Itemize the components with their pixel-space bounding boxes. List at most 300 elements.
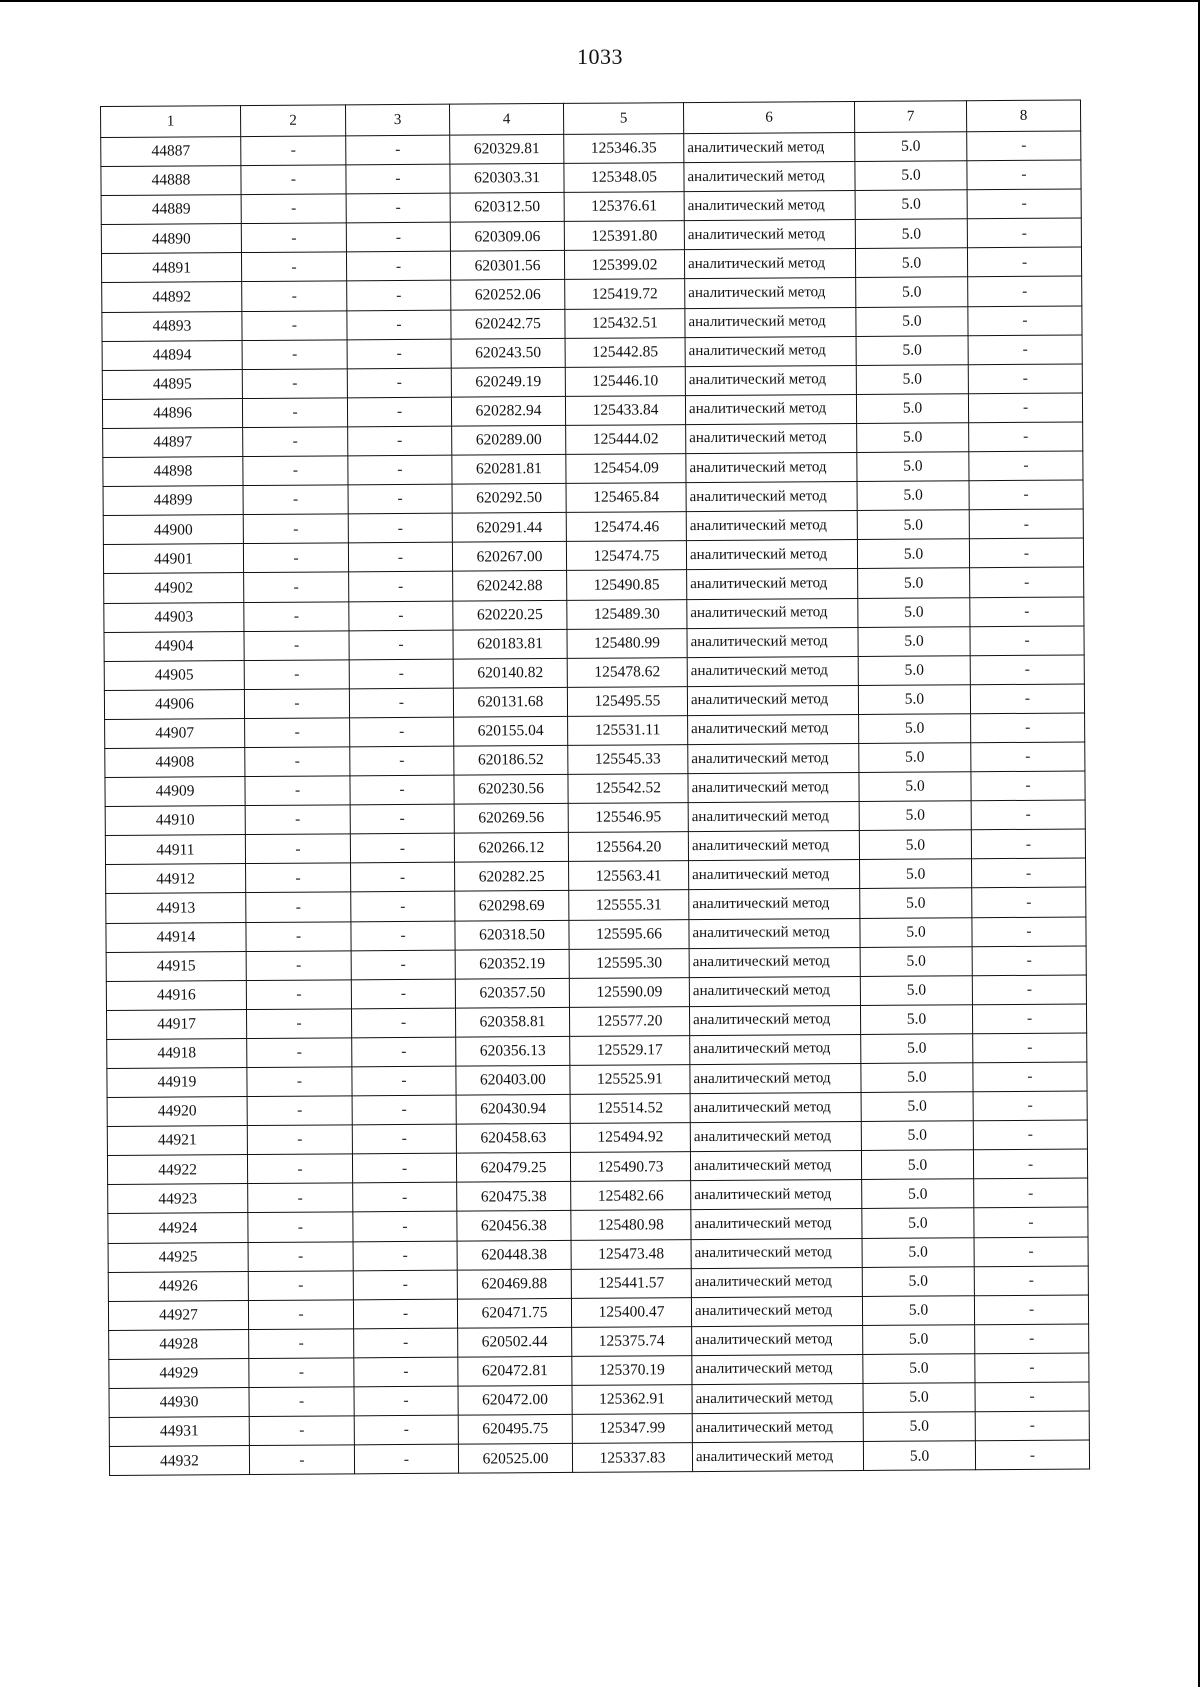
col3-cell: - xyxy=(351,921,455,951)
method-cell: аналитический метод xyxy=(685,336,856,366)
col3-cell: - xyxy=(351,892,455,922)
accuracy-cell: 5.0 xyxy=(858,626,970,656)
point-number-cell: 44925 xyxy=(108,1242,248,1272)
method-cell: аналитический метод xyxy=(692,1413,863,1443)
x-coordinate-cell: 620183.81 xyxy=(453,629,567,659)
coordinates-table xyxy=(100,99,1090,1476)
col8-cell: - xyxy=(973,1120,1087,1150)
accuracy-cell: 5.0 xyxy=(857,452,969,482)
y-coordinate-cell: 125563.41 xyxy=(569,861,689,891)
col2-cell: - xyxy=(247,1154,352,1184)
x-coordinate-cell: 620289.00 xyxy=(452,425,566,455)
col3-cell: - xyxy=(348,484,452,514)
accuracy-cell: 5.0 xyxy=(858,655,970,685)
y-coordinate-cell: 125391.80 xyxy=(564,221,684,251)
y-coordinate-cell: 125474.75 xyxy=(566,541,686,571)
x-coordinate-cell: 620269.56 xyxy=(454,804,568,834)
point-number-cell: 44890 xyxy=(101,224,241,254)
col8-cell: - xyxy=(975,1324,1089,1354)
col3-cell: - xyxy=(350,804,454,834)
point-number-cell: 44887 xyxy=(101,137,241,167)
x-coordinate-cell: 620186.52 xyxy=(454,745,568,775)
y-coordinate-cell: 125489.30 xyxy=(567,599,687,629)
col3-cell: - xyxy=(348,426,452,456)
y-coordinate-cell: 125432.51 xyxy=(565,308,685,338)
col8-cell: - xyxy=(972,946,1086,976)
column-header: 1 xyxy=(101,106,241,138)
accuracy-cell: 5.0 xyxy=(863,1441,975,1471)
method-cell: аналитический метод xyxy=(686,453,857,483)
col3-cell: - xyxy=(349,659,453,689)
method-cell: аналитический метод xyxy=(684,249,855,279)
col8-cell: - xyxy=(967,189,1081,219)
col3-cell: - xyxy=(349,601,453,631)
col8-cell: - xyxy=(972,975,1086,1005)
method-cell: аналитический метод xyxy=(690,1034,861,1064)
accuracy-cell: 5.0 xyxy=(859,772,971,802)
point-number-cell: 44929 xyxy=(109,1358,249,1388)
accuracy-cell: 5.0 xyxy=(856,364,968,394)
accuracy-cell: 5.0 xyxy=(863,1354,975,1384)
method-cell: аналитический метод xyxy=(688,831,859,861)
point-number-cell: 44922 xyxy=(107,1155,247,1185)
col8-cell: - xyxy=(970,655,1084,685)
x-coordinate-cell: 620502.44 xyxy=(458,1327,572,1357)
point-number-cell: 44916 xyxy=(106,980,246,1010)
y-coordinate-cell: 125590.09 xyxy=(569,977,689,1007)
col2-cell: - xyxy=(248,1241,353,1271)
y-coordinate-cell: 125474.46 xyxy=(566,512,686,542)
col3-cell: - xyxy=(350,775,454,805)
col2-cell: - xyxy=(244,660,349,690)
col8-cell: - xyxy=(971,771,1085,801)
col8-cell: - xyxy=(974,1295,1088,1325)
x-coordinate-cell: 620242.75 xyxy=(451,309,565,339)
col2-cell: - xyxy=(248,1212,353,1242)
col3-cell: - xyxy=(348,455,452,485)
x-coordinate-cell: 620301.56 xyxy=(450,251,564,281)
col8-cell: - xyxy=(967,218,1081,248)
col3-cell: - xyxy=(349,572,453,602)
method-cell: аналитический метод xyxy=(691,1238,862,1268)
col3-cell: - xyxy=(354,1357,458,1387)
method-cell: аналитический метод xyxy=(691,1180,862,1210)
x-coordinate-cell: 620357.50 xyxy=(455,978,569,1008)
col8-cell: - xyxy=(968,393,1082,423)
method-cell: аналитический метод xyxy=(688,743,859,773)
col8-cell: - xyxy=(968,364,1082,394)
col2-cell: - xyxy=(241,252,346,282)
y-coordinate-cell: 125348.05 xyxy=(564,163,684,193)
col8-cell: - xyxy=(970,626,1084,656)
accuracy-cell: 5.0 xyxy=(855,248,967,278)
method-cell: аналитический метод xyxy=(684,220,855,250)
accuracy-cell: 5.0 xyxy=(862,1266,974,1296)
col2-cell: - xyxy=(243,485,348,515)
col3-cell: - xyxy=(353,1183,457,1213)
method-cell: аналитический метод xyxy=(692,1383,863,1413)
x-coordinate-cell: 620352.19 xyxy=(455,949,569,979)
col8-cell: - xyxy=(971,800,1085,830)
point-number-cell: 44927 xyxy=(108,1300,248,1330)
col2-cell: - xyxy=(241,194,346,224)
col8-cell: - xyxy=(971,829,1085,859)
y-coordinate-cell: 125529.17 xyxy=(570,1036,690,1066)
col3-cell: - xyxy=(351,950,455,980)
accuracy-cell: 5.0 xyxy=(857,510,969,540)
accuracy-cell: 5.0 xyxy=(860,888,972,918)
y-coordinate-cell: 125495.55 xyxy=(567,686,687,716)
method-cell: аналитический метод xyxy=(686,482,857,512)
col3-cell: - xyxy=(351,863,455,893)
x-coordinate-cell: 620230.56 xyxy=(454,774,568,804)
y-coordinate-cell: 125419.72 xyxy=(565,279,685,309)
col2-cell: - xyxy=(249,1387,354,1417)
y-coordinate-cell: 125577.20 xyxy=(569,1006,689,1036)
x-coordinate-cell: 620469.88 xyxy=(457,1269,571,1299)
col2-cell: - xyxy=(249,1445,354,1475)
accuracy-cell: 5.0 xyxy=(855,132,967,162)
accuracy-cell: 5.0 xyxy=(855,219,967,249)
col2-cell: - xyxy=(248,1183,353,1213)
point-number-cell: 44908 xyxy=(105,748,245,778)
col3-cell: - xyxy=(346,193,450,223)
accuracy-cell: 5.0 xyxy=(856,394,968,424)
col2-cell: - xyxy=(246,863,351,893)
method-cell: аналитический метод xyxy=(684,162,855,192)
col3-cell: - xyxy=(353,1212,457,1242)
method-cell: аналитический метод xyxy=(689,889,860,919)
col8-cell: - xyxy=(975,1353,1089,1383)
method-cell: аналитический метод xyxy=(686,511,857,541)
col3-cell: - xyxy=(354,1328,458,1358)
point-number-cell: 44930 xyxy=(109,1388,249,1418)
col3-cell: - xyxy=(354,1415,458,1445)
col2-cell: - xyxy=(244,572,349,602)
x-coordinate-cell: 620282.94 xyxy=(451,396,565,426)
x-coordinate-cell: 620430.94 xyxy=(456,1094,570,1124)
x-coordinate-cell: 620291.44 xyxy=(452,513,566,543)
point-number-cell: 44919 xyxy=(107,1068,247,1098)
col8-cell: - xyxy=(973,1033,1087,1063)
y-coordinate-cell: 125446.10 xyxy=(565,366,685,396)
y-coordinate-cell: 125531.11 xyxy=(568,715,688,745)
y-coordinate-cell: 125376.61 xyxy=(564,192,684,222)
col2-cell: - xyxy=(241,223,346,253)
col3-cell: - xyxy=(346,135,450,165)
method-cell: аналитический метод xyxy=(684,132,855,162)
point-number-cell: 44914 xyxy=(106,922,246,952)
col3-cell: - xyxy=(346,252,450,282)
method-cell: аналитический метод xyxy=(684,191,855,221)
method-cell: аналитический метод xyxy=(688,714,859,744)
col8-cell: - xyxy=(969,509,1083,539)
col8-cell: - xyxy=(972,917,1086,947)
method-cell: аналитический метод xyxy=(691,1209,862,1239)
col3-cell: - xyxy=(354,1386,458,1416)
y-coordinate-cell: 125490.85 xyxy=(567,570,687,600)
col3-cell: - xyxy=(346,222,450,252)
point-number-cell: 44932 xyxy=(109,1446,249,1476)
col3-cell: - xyxy=(350,746,454,776)
accuracy-cell: 5.0 xyxy=(861,1034,973,1064)
y-coordinate-cell: 125375.74 xyxy=(572,1326,692,1356)
y-coordinate-cell: 125525.91 xyxy=(570,1065,690,1095)
y-coordinate-cell: 125400.47 xyxy=(571,1297,691,1327)
point-number-cell: 44899 xyxy=(103,486,243,516)
col2-cell: - xyxy=(246,892,351,922)
method-cell: аналитический метод xyxy=(687,569,858,599)
point-number-cell: 44926 xyxy=(108,1271,248,1301)
point-number-cell: 44893 xyxy=(102,311,242,341)
accuracy-cell: 5.0 xyxy=(860,975,972,1005)
col3-cell: - xyxy=(346,164,450,194)
x-coordinate-cell: 620472.81 xyxy=(458,1356,572,1386)
col8-cell: - xyxy=(972,887,1086,917)
col3-cell: - xyxy=(352,1095,456,1125)
x-coordinate-cell: 620309.06 xyxy=(450,222,564,252)
col8-cell: - xyxy=(974,1207,1088,1237)
point-number-cell: 44889 xyxy=(101,195,241,225)
page-number: 1033 xyxy=(577,44,623,69)
col3-cell: - xyxy=(352,1153,456,1183)
col2-cell: - xyxy=(242,340,347,370)
col2-cell: - xyxy=(248,1271,353,1301)
col2-cell: - xyxy=(249,1416,354,1446)
method-cell: аналитический метод xyxy=(691,1267,862,1297)
column-header: 4 xyxy=(449,103,563,135)
col2-cell: - xyxy=(243,427,348,457)
column-header: 7 xyxy=(854,101,966,133)
point-number-cell: 44903 xyxy=(104,602,244,632)
method-cell: аналитический метод xyxy=(689,1005,860,1035)
x-coordinate-cell: 620403.00 xyxy=(456,1065,570,1095)
x-coordinate-cell: 620525.00 xyxy=(458,1444,572,1474)
point-number-cell: 44898 xyxy=(103,457,243,487)
method-cell: аналитический метод xyxy=(688,802,859,832)
y-coordinate-cell: 125545.33 xyxy=(568,745,688,775)
col2-cell: - xyxy=(247,1096,352,1126)
col8-cell: - xyxy=(971,713,1085,743)
column-header: 2 xyxy=(241,105,346,137)
accuracy-cell: 5.0 xyxy=(861,1063,973,1093)
y-coordinate-cell: 125564.20 xyxy=(568,832,688,862)
y-coordinate-cell: 125480.98 xyxy=(571,1210,691,1240)
method-cell: аналитический метод xyxy=(686,423,857,453)
method-cell: аналитический метод xyxy=(692,1325,863,1355)
col3-cell: - xyxy=(347,339,451,369)
point-number-cell: 44917 xyxy=(106,1009,246,1039)
x-coordinate-cell: 620140.82 xyxy=(453,658,567,688)
col2-cell: - xyxy=(243,514,348,544)
col8-cell: - xyxy=(975,1382,1089,1412)
x-coordinate-cell: 620479.25 xyxy=(456,1153,570,1183)
accuracy-cell: 5.0 xyxy=(859,830,971,860)
col2-cell: - xyxy=(247,1125,352,1155)
point-number-cell: 44891 xyxy=(101,253,241,283)
col2-cell: - xyxy=(244,601,349,631)
method-cell: аналитический метод xyxy=(685,278,856,308)
col2-cell: - xyxy=(245,776,350,806)
scan-edge-top xyxy=(0,0,1200,2)
col2-cell: - xyxy=(249,1358,354,1388)
x-coordinate-cell: 620249.19 xyxy=(451,367,565,397)
col8-cell: - xyxy=(968,276,1082,306)
y-coordinate-cell: 125490.73 xyxy=(570,1152,690,1182)
method-cell: аналитический метод xyxy=(690,1093,861,1123)
x-coordinate-cell: 620329.81 xyxy=(450,134,564,164)
col3-cell: - xyxy=(347,281,451,311)
col8-cell: - xyxy=(974,1266,1088,1296)
y-coordinate-cell: 125399.02 xyxy=(564,250,684,280)
col8-cell: - xyxy=(974,1178,1088,1208)
point-number-cell: 44913 xyxy=(106,893,246,923)
method-cell: аналитический метод xyxy=(687,598,858,628)
col2-cell: - xyxy=(245,718,350,748)
col8-cell: - xyxy=(967,131,1081,161)
column-header: 8 xyxy=(966,100,1080,132)
x-coordinate-cell: 620131.68 xyxy=(453,687,567,717)
x-coordinate-cell: 620475.38 xyxy=(457,1182,571,1212)
column-header: 3 xyxy=(345,104,449,136)
method-cell: аналитический метод xyxy=(690,1063,861,1093)
method-cell: аналитический метод xyxy=(685,365,856,395)
col8-cell: - xyxy=(970,684,1084,714)
col3-cell: - xyxy=(353,1299,457,1329)
point-number-cell: 44900 xyxy=(103,515,243,545)
col3-cell: - xyxy=(351,979,455,1009)
accuracy-cell: 5.0 xyxy=(857,539,969,569)
col2-cell: - xyxy=(244,689,349,719)
col8-cell: - xyxy=(969,538,1083,568)
col8-cell: - xyxy=(972,858,1086,888)
x-coordinate-cell: 620356.13 xyxy=(456,1036,570,1066)
accuracy-cell: 5.0 xyxy=(860,859,972,889)
x-coordinate-cell: 620252.06 xyxy=(451,280,565,310)
y-coordinate-cell: 125546.95 xyxy=(568,803,688,833)
method-cell: аналитический метод xyxy=(689,947,860,977)
col2-cell: - xyxy=(247,1038,352,1068)
y-coordinate-cell: 125362.91 xyxy=(572,1385,692,1415)
x-coordinate-cell: 620456.38 xyxy=(457,1211,571,1241)
accuracy-cell: 5.0 xyxy=(860,946,972,976)
col8-cell: - xyxy=(973,1149,1087,1179)
y-coordinate-cell: 125441.57 xyxy=(571,1268,691,1298)
point-number-cell: 44910 xyxy=(105,806,245,836)
col3-cell: - xyxy=(349,630,453,660)
col3-cell: - xyxy=(350,833,454,863)
accuracy-cell: 5.0 xyxy=(862,1295,974,1325)
y-coordinate-cell: 125465.84 xyxy=(566,483,686,513)
x-coordinate-cell: 620318.50 xyxy=(455,920,569,950)
col3-cell: - xyxy=(353,1241,457,1271)
point-number-cell: 44894 xyxy=(102,340,242,370)
accuracy-cell: 5.0 xyxy=(858,685,970,715)
x-coordinate-cell: 620471.75 xyxy=(457,1298,571,1328)
col2-cell: - xyxy=(247,1067,352,1097)
point-number-cell: 44907 xyxy=(105,718,245,748)
x-coordinate-cell: 620242.88 xyxy=(453,571,567,601)
col8-cell: - xyxy=(974,1237,1088,1267)
point-number-cell: 44897 xyxy=(103,427,243,457)
col8-cell: - xyxy=(972,1004,1086,1034)
col2-cell: - xyxy=(245,805,350,835)
column-header: 5 xyxy=(563,103,683,135)
col8-cell: - xyxy=(971,742,1085,772)
point-number-cell: 44892 xyxy=(102,282,242,312)
col2-cell: - xyxy=(245,834,350,864)
point-number-cell: 44905 xyxy=(104,660,244,690)
method-cell: аналитический метод xyxy=(687,656,858,686)
col8-cell: - xyxy=(969,422,1083,452)
y-coordinate-cell: 125482.66 xyxy=(571,1181,691,1211)
col8-cell: - xyxy=(975,1440,1089,1470)
point-number-cell: 44904 xyxy=(104,631,244,661)
x-coordinate-cell: 620267.00 xyxy=(452,542,566,572)
x-coordinate-cell: 620266.12 xyxy=(454,833,568,863)
col3-cell: - xyxy=(352,1124,456,1154)
y-coordinate-cell: 125542.52 xyxy=(568,774,688,804)
point-number-cell: 44924 xyxy=(108,1213,248,1243)
col2-cell: - xyxy=(242,369,347,399)
col3-cell: - xyxy=(348,513,452,543)
accuracy-cell: 5.0 xyxy=(856,306,968,336)
col8-cell: - xyxy=(975,1411,1089,1441)
method-cell: аналитический метод xyxy=(688,773,859,803)
col2-cell: - xyxy=(248,1300,353,1330)
accuracy-cell: 5.0 xyxy=(860,1005,972,1035)
method-cell: аналитический метод xyxy=(692,1354,863,1384)
y-coordinate-cell: 125347.99 xyxy=(572,1414,692,1444)
y-coordinate-cell: 125478.62 xyxy=(567,657,687,687)
col8-cell: - xyxy=(969,451,1083,481)
point-number-cell: 44902 xyxy=(104,573,244,603)
method-cell: аналитический метод xyxy=(687,685,858,715)
col2-cell: - xyxy=(243,456,348,486)
accuracy-cell: 5.0 xyxy=(861,1121,973,1151)
y-coordinate-cell: 125442.85 xyxy=(565,337,685,367)
y-coordinate-cell: 125480.99 xyxy=(567,628,687,658)
method-cell: аналитический метод xyxy=(685,307,856,337)
x-coordinate-cell: 620282.25 xyxy=(455,862,569,892)
accuracy-cell: 5.0 xyxy=(859,714,971,744)
x-coordinate-cell: 620155.04 xyxy=(454,716,568,746)
col3-cell: - xyxy=(351,1008,455,1038)
accuracy-cell: 5.0 xyxy=(858,597,970,627)
col2-cell: - xyxy=(246,950,351,980)
col3-cell: - xyxy=(354,1444,458,1474)
y-coordinate-cell: 125454.09 xyxy=(566,454,686,484)
col2-cell: - xyxy=(242,398,347,428)
col8-cell: - xyxy=(967,247,1081,277)
column-header: 6 xyxy=(683,101,854,133)
accuracy-cell: 5.0 xyxy=(859,801,971,831)
point-number-cell: 44928 xyxy=(109,1329,249,1359)
y-coordinate-cell: 125433.84 xyxy=(565,395,685,425)
accuracy-cell: 5.0 xyxy=(857,481,969,511)
accuracy-cell: 5.0 xyxy=(863,1325,975,1355)
accuracy-cell: 5.0 xyxy=(859,743,971,773)
y-coordinate-cell: 125514.52 xyxy=(570,1094,690,1124)
x-coordinate-cell: 620358.81 xyxy=(455,1007,569,1037)
col8-cell: - xyxy=(970,567,1084,597)
col8-cell: - xyxy=(967,160,1081,190)
y-coordinate-cell: 125555.31 xyxy=(569,890,689,920)
x-coordinate-cell: 620298.69 xyxy=(455,891,569,921)
method-cell: аналитический метод xyxy=(689,976,860,1006)
col3-cell: - xyxy=(347,368,451,398)
method-cell: аналитический метод xyxy=(686,540,857,570)
